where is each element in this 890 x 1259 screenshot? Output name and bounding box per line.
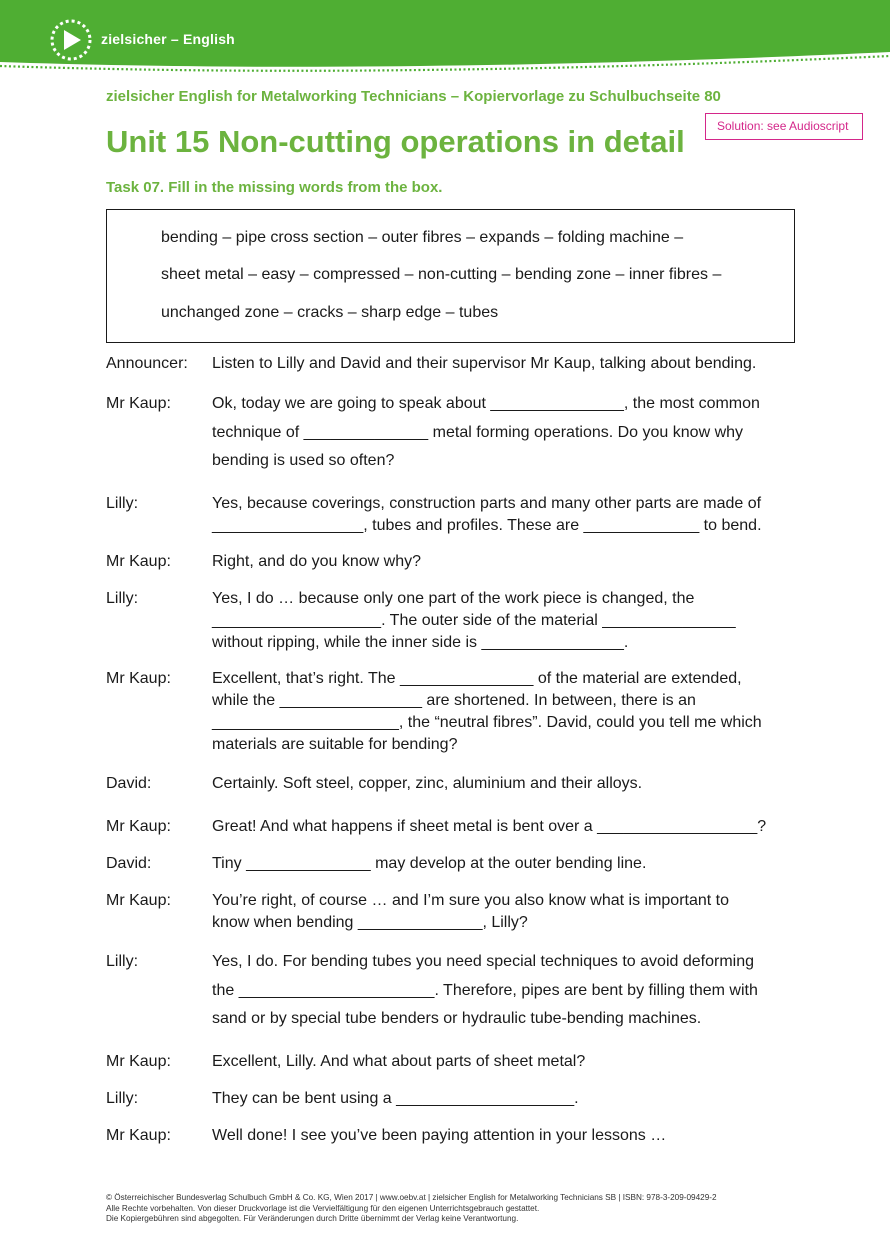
dialogue-line: They can be bent using a ____________________.: [212, 1090, 579, 1107]
dialogue-line: Certainly. Soft steel, copper, zinc, aluminium and their alloys.: [212, 775, 643, 792]
dialogue-line: sand or by special tube benders or hydraulic tube-bending machines.: [212, 1010, 702, 1027]
speaker-label: Lilly:: [106, 495, 139, 512]
dialogue-line: You’re right, of course … and I’m sure you also know what is important to: [212, 892, 729, 909]
dialogue-line: Yes, because coverings, construction parts and many other parts are made of: [212, 495, 762, 512]
task-instruction: Task 07. Fill in the missing words from the box.: [106, 179, 443, 196]
dialogue-line: _________________, tubes and profiles. These are _____________ to bend.: [212, 517, 762, 534]
footer-line: © Österreichischer Bundesverlag Schulbuch GmbH & Co. KG, Wien 2017 | www.oebv.at | zielsicher English for Metalworking Technicians SB | ISBN: 978-3-209-09429-2: [106, 1193, 717, 1202]
footer: [106, 1193, 717, 1225]
dialogue-line: _____________________, the “neutral fibres”. David, could you tell me which: [212, 714, 762, 731]
page-title: Unit 15 Non-cutting operations in detail: [106, 124, 685, 159]
dialogue-line: Yes, I do … because only one part of the work piece is changed, the: [212, 590, 695, 607]
dialogue-line: Ok, today we are going to speak about _______________, the most common: [212, 395, 760, 412]
speaker-label: Lilly:: [106, 590, 139, 607]
speaker-label: Mr Kaup:: [106, 892, 171, 909]
dialogue-line: Right, and do you know why?: [212, 553, 422, 570]
speaker-label: Mr Kaup:: [106, 1127, 171, 1144]
dialogue-line: materials are suitable for bending?: [212, 736, 458, 753]
word-box: [106, 209, 795, 343]
word-box-line: bending – pipe cross section – outer fibres – expands – folding machine –: [161, 229, 684, 246]
dialogue-line: Tiny ______________ may develop at the outer bending line.: [212, 855, 647, 872]
speaker-label: Announcer:: [106, 355, 188, 372]
dialogue-line: technique of ______________ metal forming operations. Do you know why: [212, 423, 744, 441]
dialogue-line: without ripping, while the inner side is ________________.: [212, 634, 629, 651]
solution-note: Solution: see Audioscript: [705, 113, 863, 140]
dialogue-line: while the ________________ are shortened. In between, there is an: [212, 692, 696, 709]
speaker-label: Mr Kaup:: [106, 670, 171, 687]
dialogue-line: Yes, I do. For bending tubes you need special techniques to avoid deforming: [212, 953, 754, 970]
brand-name: zielsicher – English: [101, 31, 235, 47]
speaker-label: David:: [106, 855, 152, 872]
dialogue-line: ___________________. The outer side of the material _______________: [212, 612, 736, 629]
speaker-label: Mr Kaup:: [106, 553, 171, 570]
speaker-label: Lilly:: [106, 1090, 139, 1107]
dialogue-line: bending is used so often?: [212, 452, 395, 469]
speaker-label: Mr Kaup:: [106, 395, 171, 412]
word-box-line: sheet metal – easy – compressed – non-cutting – bending zone – inner fibres –: [161, 266, 722, 283]
document-subtitle: zielsicher English for Metalworking Technicians – Kopiervorlage zu Schulbuchseite 80: [106, 88, 721, 105]
dialogue-line: the ______________________. Therefore, pipes are bent by filling them with: [212, 981, 758, 999]
footer-line: Alle Rechte vorbehalten. Von dieser Druckvorlage ist die Vervielfältigung für den eigenen Unterrichtsgebrauch gestattet.: [106, 1203, 540, 1213]
footer-line: Die Kopiergebühren sind abgegolten. Für Veränderungen durch Dritte übernimmt der Verlag keine Verantwortung.: [106, 1214, 519, 1223]
speaker-label: Mr Kaup:: [106, 818, 171, 835]
speaker-label: Lilly:: [106, 953, 139, 970]
dialogue-line: Excellent, Lilly. And what about parts of sheet metal?: [212, 1053, 586, 1070]
dialogue-line: know when bending ______________, Lilly?: [212, 914, 528, 931]
word-box-line: unchanged zone – cracks – sharp edge – tubes: [161, 304, 499, 321]
dialogue-line: Great! And what happens if sheet metal is bent over a __________________?: [212, 818, 767, 835]
dialogue-line: Well done! I see you’ve been paying attention in your lessons …: [212, 1127, 667, 1144]
dialogue-line: Listen to Lilly and David and their supervisor Mr Kaup, talking about bending.: [212, 355, 757, 372]
speaker-label: Mr Kaup:: [106, 1053, 171, 1070]
dialogue-line: Excellent, that’s right. The _______________ of the material are extended,: [212, 670, 742, 687]
speaker-label: David:: [106, 775, 152, 792]
